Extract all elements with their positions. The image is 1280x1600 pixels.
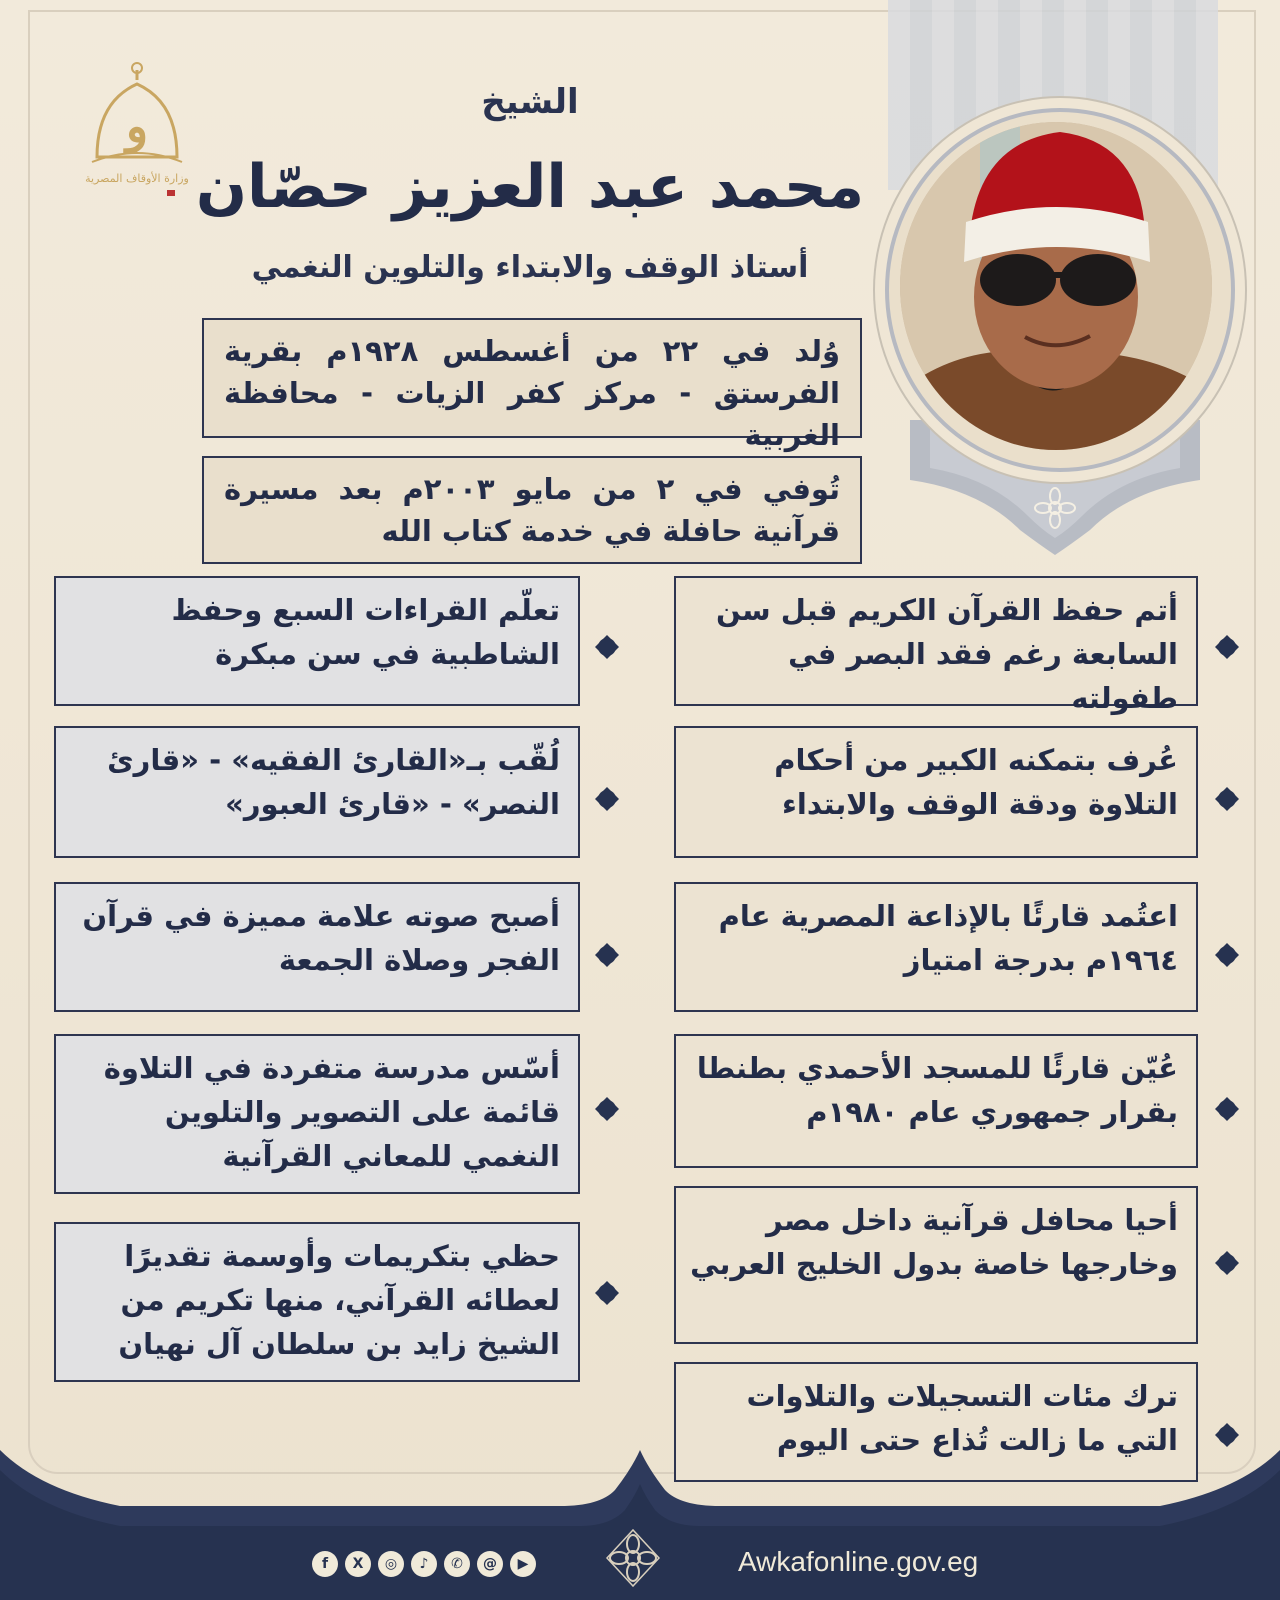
bullet-icon xyxy=(1214,1250,1240,1276)
honorific: الشيخ xyxy=(481,82,579,122)
bullet-icon xyxy=(1214,1096,1240,1122)
fact-card-right-1: أتم حفظ القرآن الكريم قبل سن السابعة رغم فقد البصر في طفولته xyxy=(674,576,1198,706)
website-link[interactable]: Awkafonline.gov.eg xyxy=(738,1546,979,1577)
logo-text: وزارة الأوقاف المصرية xyxy=(85,172,189,185)
youtube-icon[interactable]: ▶ xyxy=(510,1551,536,1577)
threads-icon[interactable]: @ xyxy=(477,1551,503,1577)
whatsapp-icon[interactable]: ✆ xyxy=(444,1551,470,1577)
x-icon[interactable]: X xyxy=(345,1551,371,1577)
fact-card-right-3: اعتُمد قارئًا بالإذاعة المصرية عام ١٩٦٤م بدرجة امتياز xyxy=(674,882,1198,1012)
footer-band xyxy=(0,1410,1280,1600)
birth-info-box: وُلد في ٢٢ من أغسطس ١٩٢٨م بقرية الفرستق - مركز كفر الزيات - محافظة الغربية xyxy=(202,318,862,438)
subtitle: أستاذ الوقف والابتداء والتلوين النغمي xyxy=(251,250,809,285)
fact-card-left-2: لُقّب بـ«القارئ الفقيه» - «قارئ النصر» - «قارئ العبور» xyxy=(54,726,580,858)
tiktok-icon[interactable]: ♪ xyxy=(411,1551,437,1577)
svg-text:و: و xyxy=(125,99,149,153)
ministry-logo xyxy=(72,62,202,212)
bullet-icon xyxy=(1214,634,1240,660)
fact-card-right-2: عُرف بتمكنه الكبير من أحكام التلاوة ودقة الوقف والابتداء xyxy=(674,726,1198,858)
bullet-icon xyxy=(594,634,620,660)
death-info-box: تُوفي في ٢ من مايو ٢٠٠٣م بعد مسيرة قرآنية حافلة في خدمة كتاب الله xyxy=(202,456,862,564)
fact-card-right-5: أحيا محافل قرآنية داخل مصر وخارجها خاصة بدول الخليج العربي xyxy=(674,1186,1198,1344)
fact-card-right-4: عُيّن قارئًا للمسجد الأحمدي بطنطا بقرار جمهوري عام ١٩٨٠م xyxy=(674,1034,1198,1168)
bullet-icon xyxy=(594,786,620,812)
bullet-icon xyxy=(594,1096,620,1122)
page-title: محمد عبد العزيز حصّان xyxy=(195,152,865,222)
fact-card-left-1: تعلّم القراءات السبع وحفظ الشاطبية في سن مبكرة xyxy=(54,576,580,706)
bullet-icon xyxy=(594,942,620,968)
fact-card-left-5: حظي بتكريمات وأوسمة تقديرًا لعطائه القرآني، منها تكريم من الشيخ زايد بن سلطان آل نهيان xyxy=(54,1222,580,1382)
bullet-icon xyxy=(1214,942,1240,968)
fact-card-left-3: أصبح صوته علامة مميزة في قرآن الفجر وصلاة الجمعة xyxy=(54,882,580,1012)
bullet-icon xyxy=(594,1280,620,1306)
facebook-icon[interactable]: f xyxy=(312,1551,338,1577)
portrait-photo xyxy=(900,122,1212,450)
fact-card-left-4: أسّس مدرسة متفردة في التلاوة قائمة على التصوير والتلوين النغمي للمعاني القرآنية xyxy=(54,1034,580,1194)
bullet-icon xyxy=(1214,786,1240,812)
instagram-icon[interactable]: ◎ xyxy=(378,1551,404,1577)
fact-card-right-6: ترك مئات التسجيلات والتلاوات التي ما زالت تُذاع حتى اليوم xyxy=(674,1362,1198,1482)
